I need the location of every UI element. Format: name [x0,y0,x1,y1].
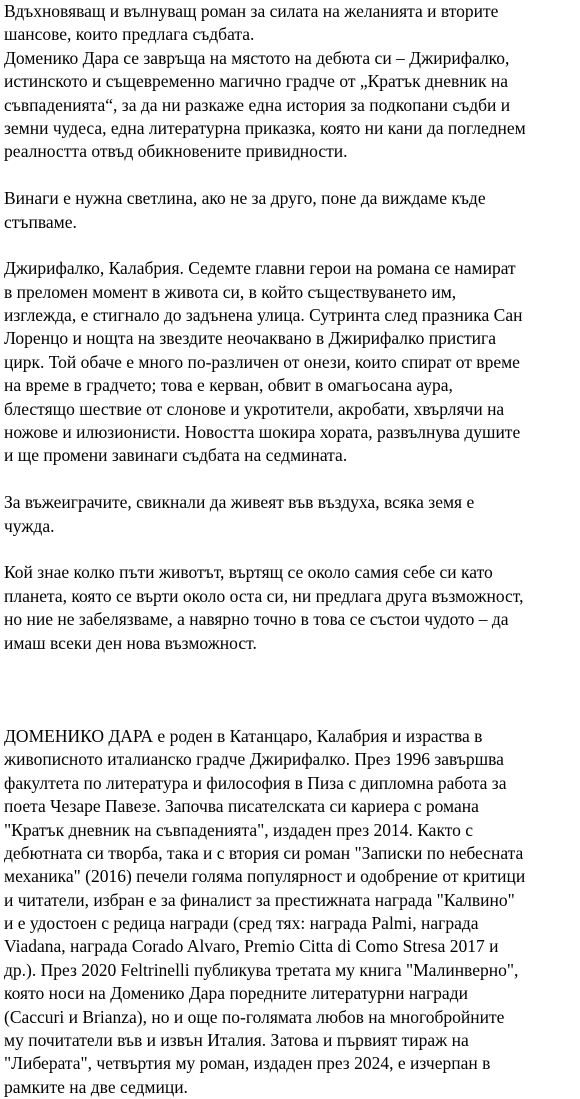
text-line: изглежда, е стигнало до задънена улица. Сутринта след празника Сан [4,305,523,326]
text-line: стъпваме. [4,211,77,232]
text-line: земни чудеса, една литературна приказка, която ни кани да погледнем [4,117,526,138]
text-line: Лоренцо и нощта на звездите неочаквано в Джирифалко пристига [4,328,496,349]
text-line: планета, която се върти около оста си, ни предлага друга възможност, [4,585,524,606]
text-line: поета Чезаре Павезе. Започва писателската си кариера с романа [4,796,479,817]
text-line: имаш всеки ден нова възможност. [4,632,257,653]
paragraph-spacer [4,468,580,491]
text-line: на време в градчето; това е керван, обвит в омагьосана аура, [4,375,453,396]
text-line: чужда. [4,515,55,536]
text-line: реалността отвъд обикновените привидности. [4,141,348,162]
text-line: но ние не забелязваме, а навярно точно в това се състои чудото – да [4,609,509,630]
text-line: Винаги е нужна светлина, ако не за друго, поне да виждаме къде [4,188,486,209]
text-line: рамките на две седмици. [4,1076,188,1097]
text-line: му почитатели във и извън Италия. Затова и първият тираж на [4,1030,469,1051]
text-line: механика" (2016) печели голяма популярност и одобрение от критици [4,866,526,887]
text-line: Viadana, награда Corado Alvaro, Premio Citta di Como Stresa 2017 и [4,936,499,957]
text-line: За въжеиграчите, свикнали да живеят във въздуха, всяка земя е [4,492,475,513]
text-line: живописното италианско градче Джирифалко. През 1996 завършва [4,749,504,770]
text-line: дебютната си творба, така и с втория си роман "Записки по небесната [4,842,524,863]
paragraph-spacer [4,234,580,257]
text-line: ножове и илюзионисти. Новостта шокира хората, развълнува душите [4,422,521,443]
paragraph-spacer [4,164,580,187]
text-line: и ще промени завинаги съдбата на седмината. [4,445,348,466]
text-line: и е удостоен с редица награди (сред тях: награда Palmi, награда [4,913,479,934]
text-line: Доменико Дара се завръща на мястото на дебюта си – Джирифалко, [4,47,510,68]
text-line: съвпаденията“, за да ни разкаже една история за подкопани съдби и [4,94,511,115]
text-line: Вдъхновяващ и вълнуващ роман за силата на желанията и вторите [4,1,499,21]
paragraph-spacer [4,538,580,561]
text-line: "Либерата", четвъртия му роман, издаден през 2024, е изчерпан в [4,1053,491,1074]
text-line: и читатели, избран е за финалист за престижната награда "Калвино" [4,889,515,910]
text-line: Кой знае колко пъти животът, въртящ се около самия себе си като [4,562,493,583]
quote-light-paragraph [4,187,580,234]
text-line: факултета по литература и философия в Пиза с дипломна работа за [4,772,507,793]
text-line: (Caccuri и Brianza), но и още по-голямата любов на многобройните [4,1006,505,1027]
section-spacer [4,655,580,725]
quote-tightrope-paragraph [4,491,580,538]
quote-chance-paragraph [4,561,580,655]
text-line: истинското и същевременно магично градче от „Кратък дневник на [4,71,508,92]
text-line: шансове, които предлага съдбата. [4,24,255,45]
text-line: която носи на Доменико Дара поредните литературни награди [4,983,468,1004]
text-line: в преломен момент в живота си, в който съществуването им, [4,281,457,302]
text-line: др.). През 2020 Feltrinelli публикува третата му книга "Малинверно", [4,959,519,980]
text-line: ДОМЕНИКО ДАРА е роден в Катанцаро, Калабрия и израства в [4,725,483,746]
text-line: блестящо шествие от слонове и укротители, акробати, хвърлячи на [4,398,505,419]
text-line: Джирифалко, Калабрия. Седемте главни герои на романа се намират [4,258,516,279]
text-line: цирк. Той обаче е много по-различен от онези, които спират от време [4,351,520,372]
intro-paragraph [4,0,580,164]
story-paragraph [4,257,580,468]
text-line: "Кратък дневник на съвпаденията", издаден през 2014. Както с [4,819,474,840]
author-bio-paragraph [4,725,580,1099]
